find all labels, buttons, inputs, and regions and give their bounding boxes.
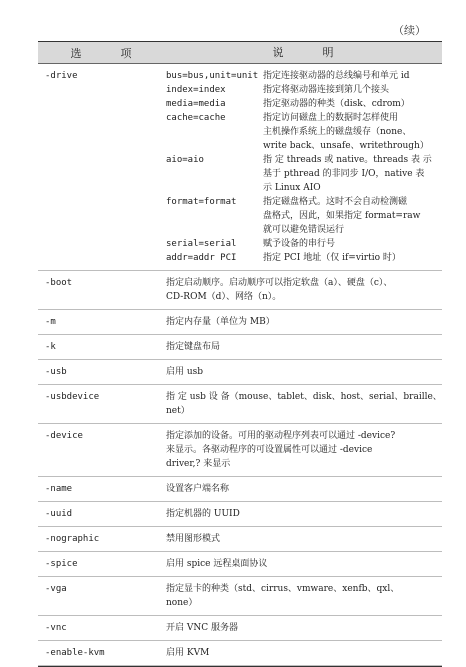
continued-note: （续） [393, 24, 426, 37]
drive-suboption [166, 83, 442, 97]
option-name: -enable-kvm [45, 648, 105, 658]
desc-line: 指定启动顺序。启动顺序可以指定软盘（a）、硬盘（c）、 [166, 278, 393, 288]
drive-suboption [166, 69, 442, 83]
suboption-key: format=format [166, 197, 237, 207]
table-row-vnc [38, 616, 442, 641]
table-row-name [38, 477, 442, 502]
option-name: -m [45, 317, 56, 327]
options-table [38, 41, 442, 667]
option-description [164, 335, 442, 359]
option-name: -k [45, 342, 56, 352]
table-row-usb [38, 360, 442, 385]
desc-line: 指定驱动器的种类（disk、cdrom） [263, 99, 410, 109]
drive-suboptions [164, 64, 442, 270]
suboption-desc [263, 251, 442, 265]
desc-line: 禁用图形模式 [166, 534, 221, 544]
suboption-key: serial=serial [166, 239, 237, 249]
option-description [164, 577, 442, 615]
option-description [164, 271, 442, 309]
desc-line: none） [166, 598, 198, 608]
suboption-desc [263, 83, 442, 97]
option-name: -usbdevice [45, 392, 100, 402]
option-description [164, 310, 442, 334]
desc-line: 指定机器的 UUID [166, 509, 240, 519]
suboption-key: index=index [166, 85, 226, 95]
option-description [164, 641, 442, 665]
header-description: 说 明 [272, 45, 348, 59]
drive-suboption [166, 195, 442, 237]
table-row-enable-kvm [38, 641, 442, 666]
option-description [164, 552, 442, 576]
desc-line: 设置客户端名称 [166, 484, 230, 494]
desc-line: 启用 spice 远程桌面协议 [166, 559, 268, 569]
option-description [164, 360, 442, 384]
desc-line: 主机操作系统上的磁盘缓存（none、 [263, 127, 412, 137]
desc-line: net） [166, 406, 190, 416]
option-description [164, 424, 442, 476]
option-name: -usb [45, 367, 67, 377]
desc-line: 启用 KVM [166, 648, 210, 658]
table-row-spice [38, 552, 442, 577]
desc-line: 指 定 usb 设 备（mouse、tablet、disk、host、serial、braille、 [166, 392, 442, 402]
desc-line: 就可以避免错误运行 [263, 225, 345, 235]
table-row-device [38, 424, 442, 477]
desc-line: 指定连接驱动器的总线编号和单元 id [263, 71, 410, 81]
desc-line: driver,? 来显示 [166, 459, 231, 469]
drive-suboption [166, 237, 442, 251]
desc-line: 指 定 threads 或 native。threads 表 示 [263, 155, 432, 165]
desc-line: 指定显卡的种类（std、cirrus、vmware、xenfb、qxl、 [166, 584, 400, 594]
desc-line: 示 Linux AIO [263, 183, 321, 193]
suboption-key: bus=bus,unit=unit [166, 71, 259, 81]
desc-line: 指定 PCI 地址（仅 if=virtio 时） [263, 253, 401, 263]
option-name: -vga [45, 584, 67, 594]
desc-line: 来显示。各驱动程序的可设置属性可以通过 -device [166, 445, 373, 455]
suboption-key: aio=aio [166, 155, 204, 165]
suboption-key: media=media [166, 99, 226, 109]
option-name: -boot [45, 278, 73, 288]
table-row-vga [38, 577, 442, 616]
table-header [38, 42, 442, 64]
drive-suboption [166, 153, 442, 195]
table-row-nographic [38, 527, 442, 552]
suboption-desc [263, 195, 442, 237]
desc-line: 指定内存量（单位为 MB） [166, 317, 275, 327]
table-row-uuid [38, 502, 442, 527]
suboption-desc [263, 69, 442, 83]
suboption-desc [263, 153, 442, 195]
table-row-drive [38, 64, 442, 271]
table-row-m [38, 310, 442, 335]
drive-suboption [166, 97, 442, 111]
desc-line: 赋予设备的串行号 [263, 239, 336, 249]
option-name: -spice [45, 559, 78, 569]
option-description [164, 527, 442, 551]
desc-line: 指定磁盘格式。这时不会自动检测磁 [263, 197, 408, 207]
desc-line: 指定访问磁盘上的数据时怎样使用 [263, 113, 399, 123]
option-description [164, 477, 442, 501]
desc-line: 基于 pthread 的非同步 I/O，native 表 [263, 169, 425, 179]
option-name: -vnc [45, 623, 67, 633]
suboption-desc [263, 237, 442, 251]
desc-line: CD-ROM（d）、网络（n）。 [166, 292, 282, 302]
desc-line: 指定将驱动器连接到第几个接头 [263, 85, 390, 95]
option-name: -device [45, 431, 83, 441]
suboption-key: cache=cache [166, 113, 226, 123]
suboption-key: addr=addr PCI [166, 253, 237, 263]
desc-line: 开启 VNC 服务器 [166, 623, 238, 633]
desc-line: write back、unsafe、writethrough） [263, 141, 429, 151]
option-name: -drive [45, 71, 78, 81]
option-description [164, 385, 442, 423]
desc-line: 指定键盘布局 [166, 342, 221, 352]
option-name: -name [45, 484, 73, 494]
option-description [164, 616, 442, 640]
desc-line: 指定添加的设备。可用的驱动程序列表可以通过 -device? [166, 431, 396, 441]
desc-line: 盘格式，因此，如果指定 format=raw [263, 211, 421, 221]
drive-suboption [166, 111, 442, 153]
table-row-boot [38, 271, 442, 310]
table-row-usbdevice [38, 385, 442, 424]
header-option: 选 项 [70, 46, 146, 60]
option-name: -uuid [45, 509, 73, 519]
suboption-desc [263, 97, 442, 111]
option-name: -nographic [45, 534, 100, 544]
desc-line: 启用 usb [166, 367, 204, 377]
option-description [164, 502, 442, 526]
drive-suboption [166, 251, 442, 265]
table-row-k [38, 335, 442, 360]
suboption-desc [263, 111, 442, 153]
